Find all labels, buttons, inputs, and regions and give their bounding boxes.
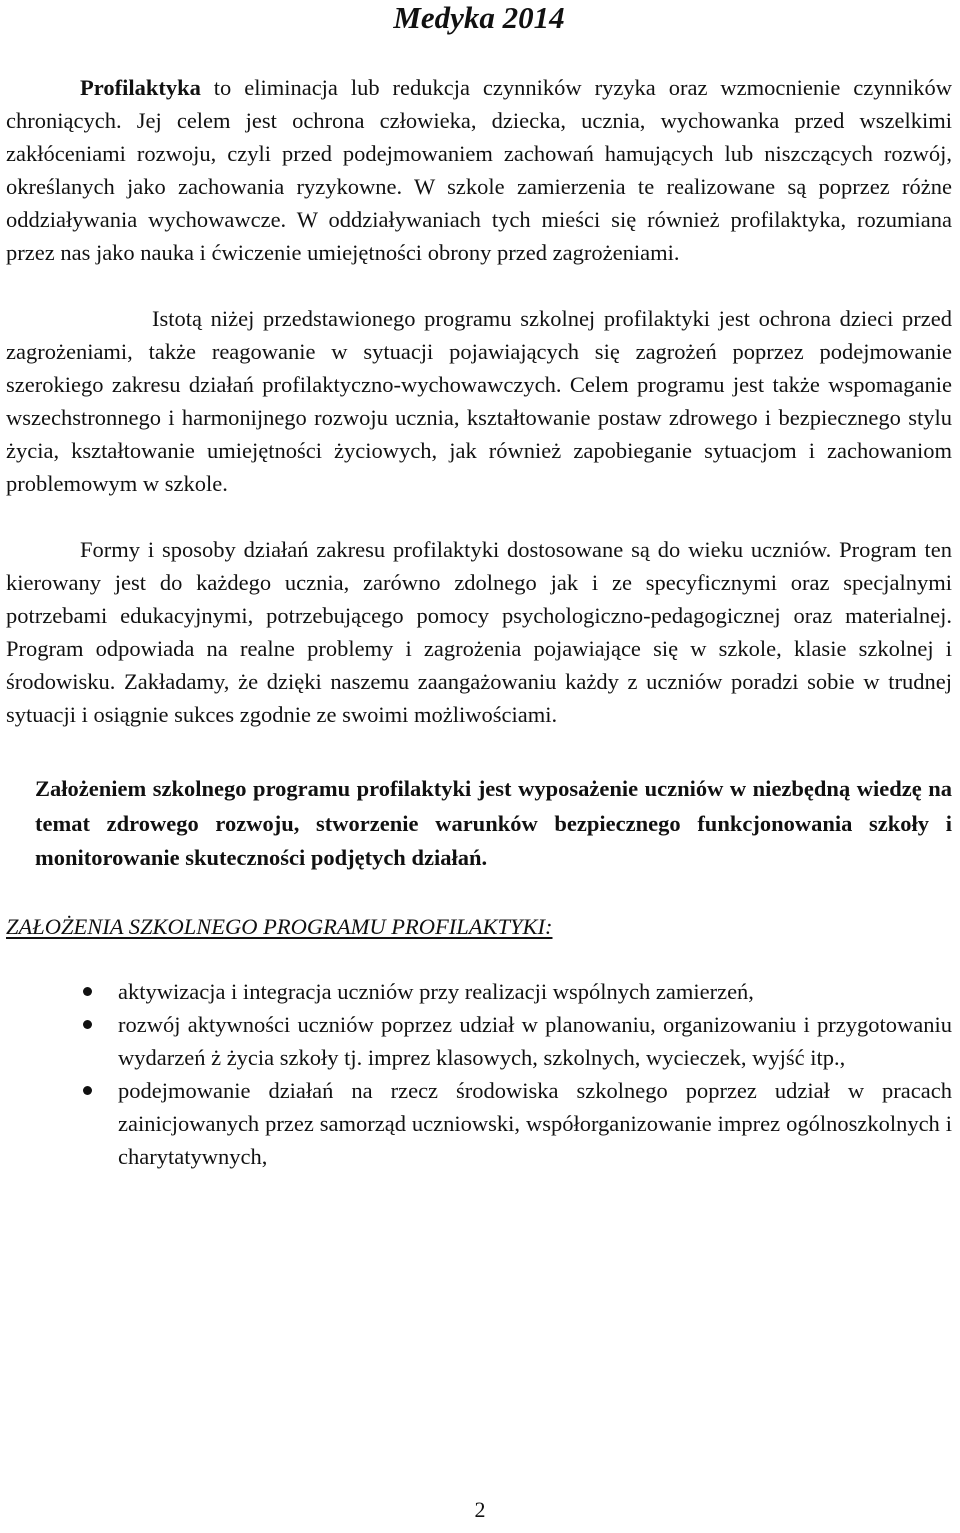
list-item-text: aktywizacja i integracja uczniów przy realizacji wspólnych zamierzeń, <box>118 978 754 1004</box>
paragraph-program-assumption: Założeniem szkolnego programu profilaktyki jest wyposażenie uczniów w niezbędną wiedzę na temat zdrowego rozwoju, stworzenie warunków bezpiecznego funkcjonowania szkoły i monitorowanie skuteczności podjętych działań. <box>35 776 952 870</box>
list-item <box>6 1074 952 1173</box>
paragraph-definition-body: to eliminacja lub redukcja czynników ryzyka oraz wzmocnienie czynników chroniących. Jej celem jest ochrona człowieka, dziecka, ucznia, wychowanka przed wszelkimi zakłóceniami rozwoju, czyli przed podejmowaniem zachowań hamujących lub niszczących rozwój, określanych jako zachowania ryzykowne. W szkole zamierzenia te realizowane są poprzez różne oddziaływania wychowawcze. W oddziaływaniach tych mieści się również profilaktyka, rozumiana przez nas jako nauka i ćwiczenie umiejętności obrony przed zagrożeniami. <box>6 75 952 265</box>
bullet-icon <box>83 1086 92 1095</box>
paragraph-definition-lead: Profilaktyka <box>80 75 201 100</box>
bullet-icon <box>83 1020 92 1029</box>
paragraph-program-essence: Istotą niżej przedstawionego programu szkolnej profilaktyki jest ochrona dzieci przed zagrożeniami, także reagowanie w sytuacji pojawiających się zagrożeń poprzez podejmowanie szerokiego zakresu działań profilaktyczno-wychowawczych. Celem programu jest także wspomaganie wszechstronnego i harmonijnego rozwoju ucznia, kształtowanie postaw zdrowego i bezpiecznego stylu życia, kształtowanie umiejętności życiowych, jak również zapobieganie sytuacjom i zachowaniom problemowym w szkole. <box>6 306 952 496</box>
section-heading: ZAŁOŻENIA SZKOLNEGO PROGRAMU PROFILAKTYKI: <box>6 913 553 939</box>
page-header: Medyka 2014 <box>393 0 565 35</box>
bullet-icon <box>83 987 92 996</box>
paragraph-definition <box>6 71 952 269</box>
list-item <box>6 975 952 1008</box>
paragraph-forms-methods: Formy i sposoby działań zakresu profilaktyki dostosowane są do wieku uczniów. Program ten kierowany jest do każdego ucznia, zarówno zdolnego jak i ze specyficznymi oraz specjalnymi potrzebami edukacyjnymi, potrzebującego pomocy psychologiczno-pedagogicznej oraz materialnej. Program odpowiada na realne problemy i zagrożenia pojawiające się w szkole, klasie szkolnej i środowisku. Zakładamy, że dzięki naszemu zaangażowaniu każdy z uczniów poradzi sobie w trudnej sytuacji i osiągnie sukces zgodnie ze swoimi możliwościami. <box>6 537 952 727</box>
list-item <box>6 1008 952 1074</box>
list-item-text: rozwój aktywności uczniów poprzez udział w planowaniu, organizowaniu i przygotowaniu wydarzeń ż życia szkoły tj. imprez klasowych, szkolnych, wycieczek, wyjść itp., <box>118 1011 952 1070</box>
list-item-text: podejmowanie działań na rzecz środowiska szkolnego poprzez udział w pracach zainicjowanych przez samorząd uczniowski, współorganizowanie imprez ogólnoszkolnych i charytatywnych, <box>118 1077 952 1169</box>
page-number: 2 <box>474 1497 486 1522</box>
assumptions-list <box>6 975 952 1173</box>
